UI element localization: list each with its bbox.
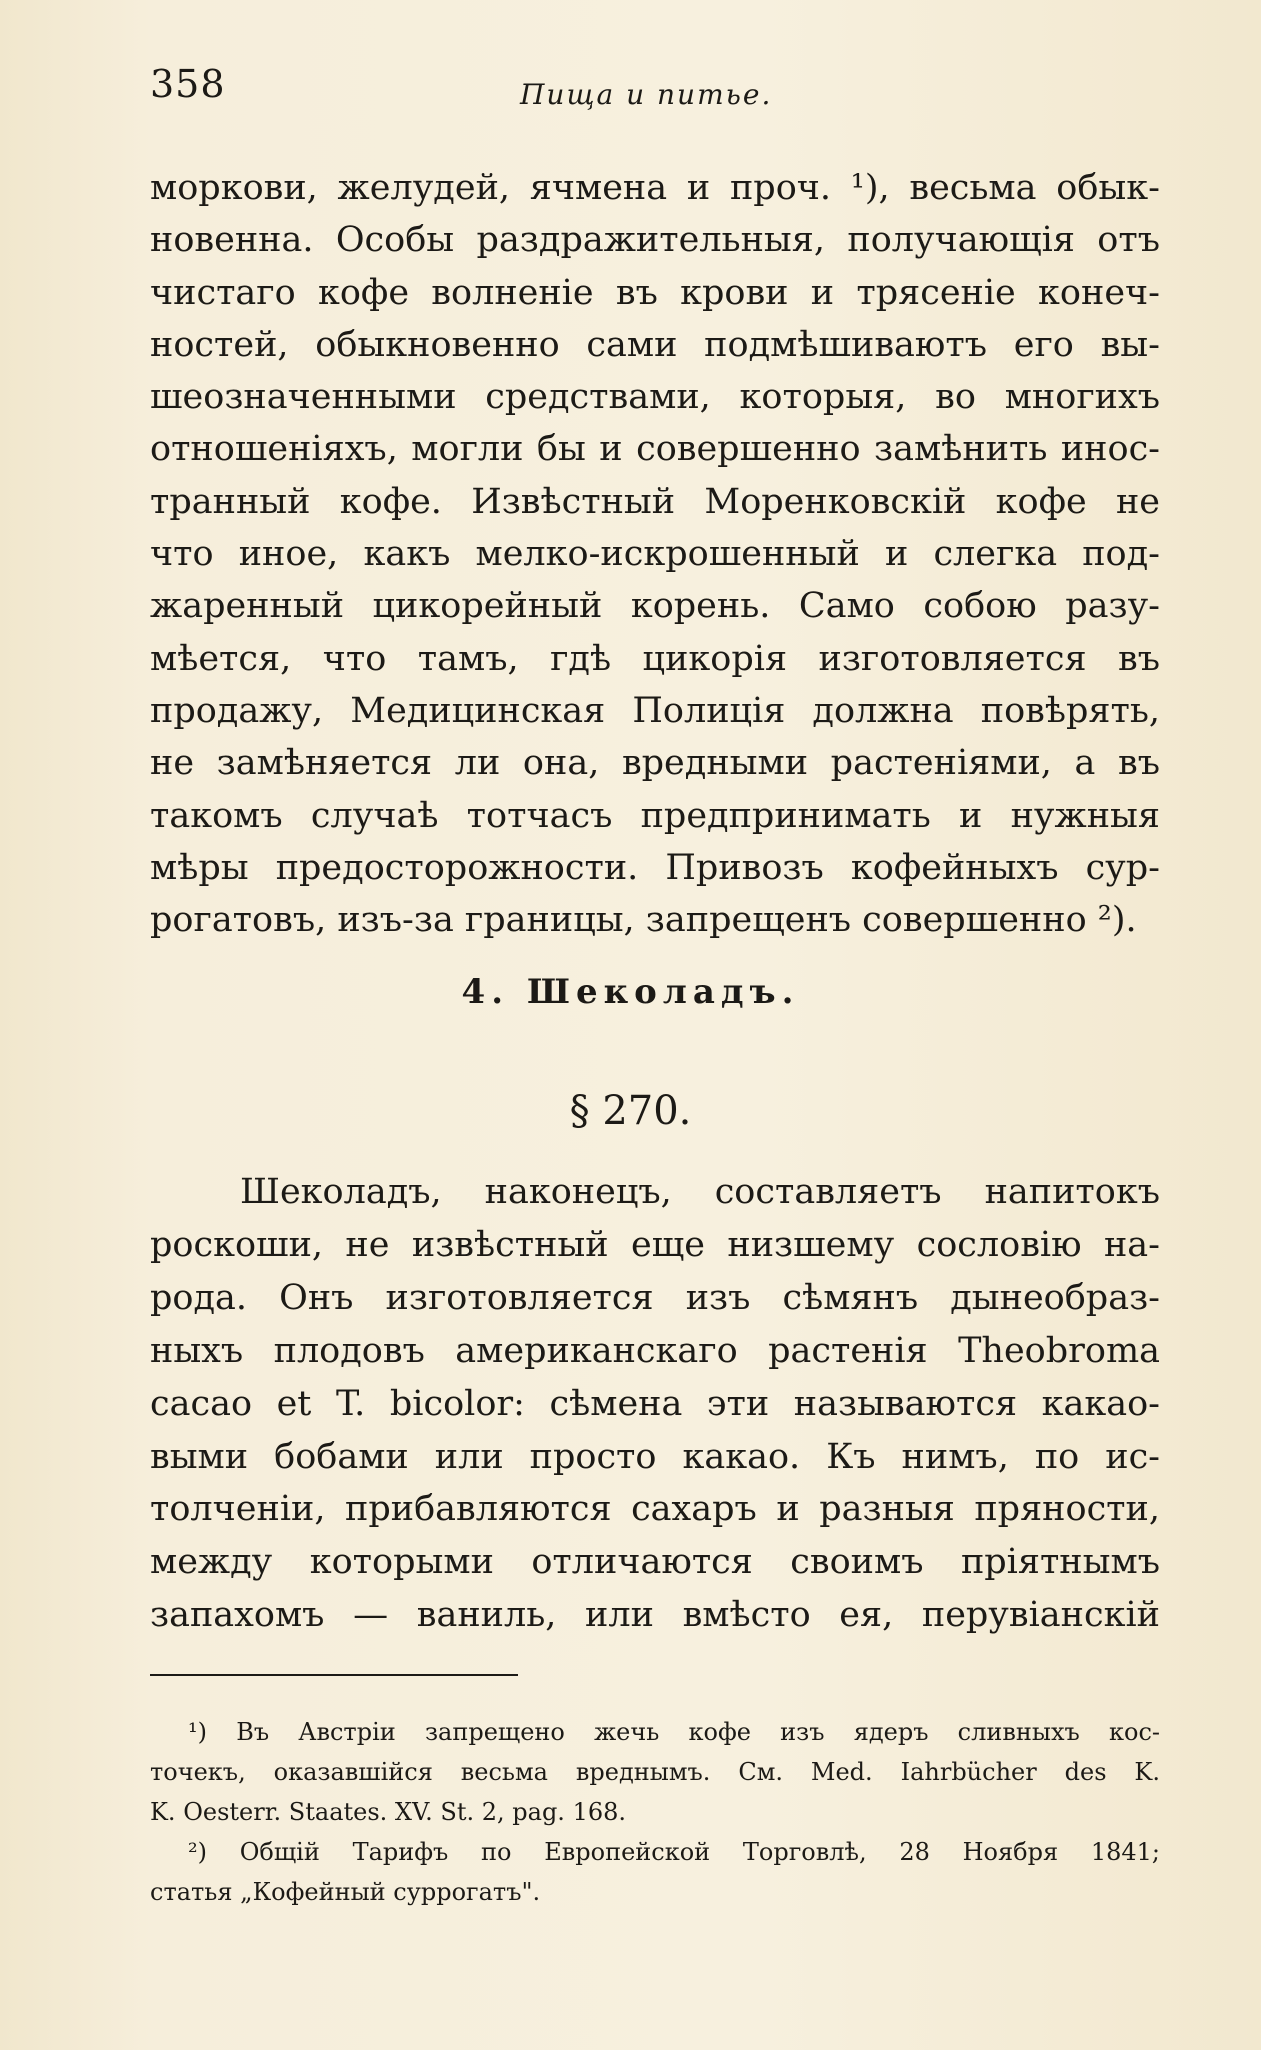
page-number: 358 [150,62,226,106]
text-line: моркови, желудей, ячмена и проч. ¹), весьма обык- [150,168,1160,208]
text-line: мѣры предосторожности. Привозъ кофейныхъ сур- [150,847,1160,888]
footnote-line: точекъ, оказавшійся весьма вреднымъ. См. Med. Iahrbücher des K. [150,1758,1160,1786]
text-line: рогатовъ, изъ-за границы, запрещенъ совершенно ²). [150,900,1137,941]
text-line: толченіи, прибавляются сахаръ и разныя пряности, [150,1489,1160,1530]
text-line: что иное, какъ мелко-искрошенный и слегка под- [150,534,1160,575]
text-line: между которыми отличаются своимъ пріятнымъ [150,1542,1160,1583]
footnote-line: статья „Кофейный суррогатъ". [150,1878,541,1906]
text-line: ныхъ плодовъ американскаго растенія Theobroma [150,1330,1160,1371]
footnote-divider [150,1674,518,1676]
text-line: Шеколадъ, наконецъ, составляетъ напитокъ [240,1172,1160,1212]
text-line: мѣется, что тамъ, гдѣ цикорія изготовляется въ [150,638,1160,679]
text-line: рода. Онъ изготовляется изъ сѣмянъ дынеобраз- [150,1277,1160,1318]
page-header [150,62,1160,122]
footnote-line: ¹) Въ Австріи запрещено жечь кофе изъ ядеръ сливныхъ кос- [188,1718,1160,1746]
footnotes [150,1712,1160,1912]
running-title: Пища и питье. [520,78,773,111]
footnote-line: K. Oesterr. Staates. XV. St. 2, pag. 168. [150,1798,627,1826]
text-line: продажу, Медицинская Полиція должна повѣрять, [150,690,1160,731]
footnote-line: ²) Общій Тарифъ по Европейской Торговлѣ, 28 Ноября 1841; [188,1838,1160,1866]
text-line: ностей, обыкновенно сами подмѣшиваютъ его вы- [150,324,1160,365]
text-line: роскоши, не извѣстный еще низшему сословію на- [150,1224,1160,1265]
text-line: транный кофе. Извѣстный Моренковскій кофе не [150,481,1160,522]
text-line: шеозначенными средствами, которыя, во многихъ [150,377,1160,418]
text-line: новенна. Особы раздражительныя, получающія отъ [150,220,1160,261]
text-line: cacao et T. bicolor: сѣмена эти называются какао- [150,1383,1160,1424]
text-line: отношеніяхъ, могли бы и совершенно замѣнить инос- [150,429,1160,470]
text-line: жаренный цикорейный корень. Само собою разу- [150,586,1160,627]
section-heading: 4. Шеколадъ. [461,972,800,1012]
paragraph-coffee-surrogates [150,162,1160,946]
section-number: § 270. [569,1088,692,1134]
text-line: выми бобами или просто какао. Къ нимъ, по ис- [150,1436,1160,1477]
paragraph-chocolate [150,1166,1160,1642]
text-line: такомъ случаѣ тотчасъ предпринимать и нужныя [150,795,1160,836]
text-line: чистаго кофе волненіе въ крови и трясеніе конеч- [150,272,1160,313]
text-line: не замѣняется ли она, вредными растеніями, а въ [150,743,1160,784]
text-line: запахомъ — ваниль, или вмѣсто ея, перувіанскій [150,1595,1160,1636]
